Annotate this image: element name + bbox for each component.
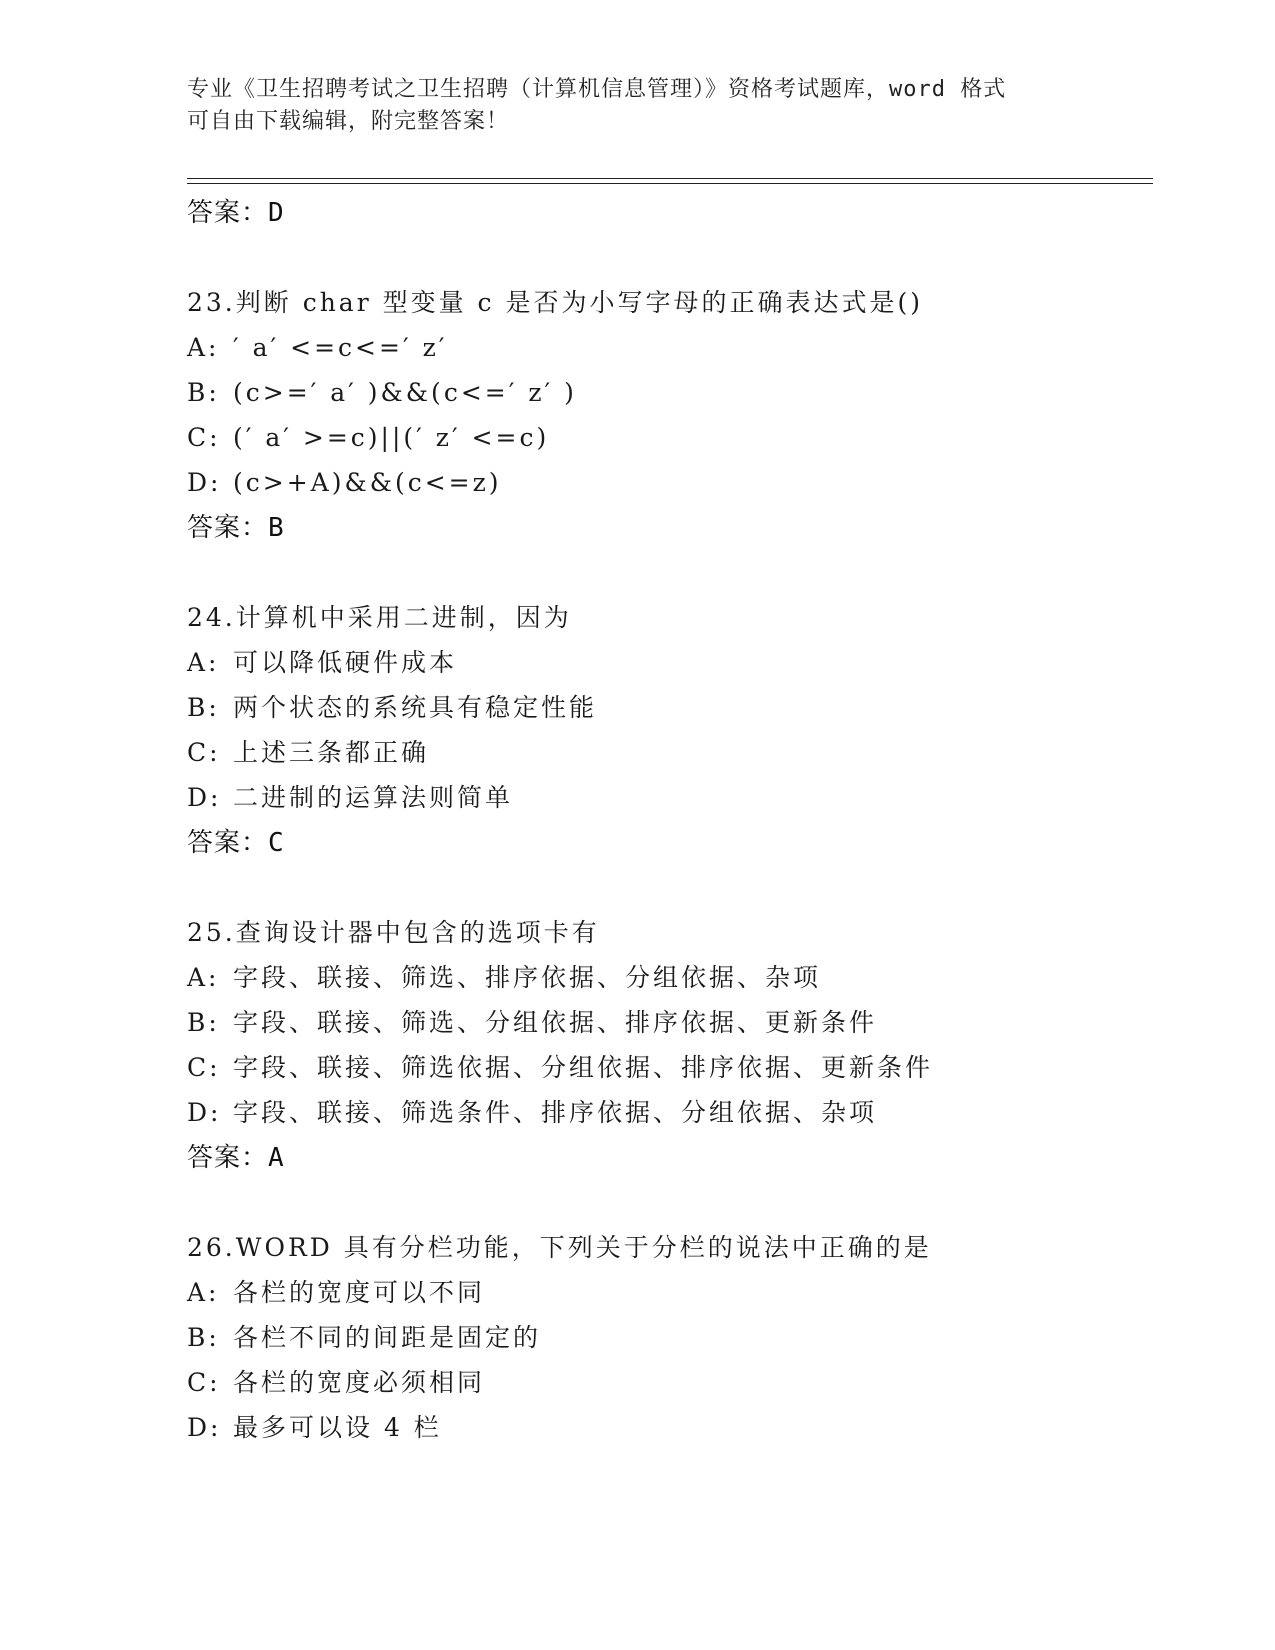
option-text: 上述三条都正确 <box>233 738 430 767</box>
option-label: A: <box>187 333 220 362</box>
question-list <box>187 190 1147 1450</box>
option-label: B: <box>187 1323 220 1352</box>
option-b <box>187 685 1147 730</box>
document-header <box>187 74 1107 138</box>
question-stem: 26.WORD 具有分栏功能，下列关于分栏的说法中正确的是 <box>187 1233 932 1262</box>
option-label: C: <box>187 1053 221 1082</box>
option-c <box>187 730 1147 775</box>
option-label: C: <box>187 423 221 452</box>
question-25 <box>187 910 1147 1181</box>
option-d <box>187 775 1147 820</box>
question-23 <box>187 280 1147 551</box>
question-24 <box>187 595 1147 866</box>
option-a <box>187 325 1147 370</box>
option-text: 两个状态的系统具有稳定性能 <box>233 693 598 722</box>
option-c <box>187 1045 1147 1090</box>
header-divider-bottom <box>187 183 1153 184</box>
option-text: 字段、联接、筛选、分组依据、排序依据、更新条件 <box>233 1008 878 1037</box>
option-label: C: <box>187 1368 221 1397</box>
option-b <box>187 1000 1147 1045</box>
option-b <box>187 370 1147 415</box>
option-c <box>187 1360 1147 1405</box>
option-d <box>187 1405 1147 1450</box>
answer: 答案：B <box>187 513 285 543</box>
option-d <box>187 460 1147 505</box>
option-text: 最多可以设 4 栏 <box>233 1413 442 1442</box>
option-label: C: <box>187 738 221 767</box>
option-text: 各栏的宽度必须相同 <box>233 1368 486 1397</box>
question-26 <box>187 1225 1147 1450</box>
option-b <box>187 1315 1147 1360</box>
option-label: B: <box>187 1008 220 1037</box>
option-text: (c>=′ a′ )&&(c<=′ z′ ) <box>233 378 577 407</box>
option-text: 各栏的宽度可以不同 <box>233 1278 486 1307</box>
option-label: D: <box>187 1413 222 1442</box>
option-text: 二进制的运算法则简单 <box>233 783 514 812</box>
option-label: A: <box>187 963 220 992</box>
option-text: 可以降低硬件成本 <box>233 648 458 677</box>
option-label: D: <box>187 468 222 497</box>
option-label: B: <box>187 378 220 407</box>
option-text: 各栏不同的间距是固定的 <box>233 1323 542 1352</box>
option-text: (c>+A)&&(c<=z) <box>233 468 502 497</box>
option-text: 字段、联接、筛选条件、排序依据、分组依据、杂项 <box>233 1098 878 1127</box>
option-label: D: <box>187 1098 222 1127</box>
question-stem: 23.判断 char 型变量 c 是否为小写字母的正确表达式是() <box>187 288 924 317</box>
option-a <box>187 640 1147 685</box>
option-a <box>187 1270 1147 1315</box>
option-text: 字段、联接、筛选依据、分组依据、排序依据、更新条件 <box>233 1053 934 1082</box>
option-d <box>187 1090 1147 1135</box>
option-a <box>187 955 1147 1000</box>
answer: 答案：C <box>187 828 285 858</box>
answer: 答案：A <box>187 1143 285 1173</box>
header-line-1: 专业《卫生招聘考试之卫生招聘（计算机信息管理）》资格考试题库，word 格式 <box>187 77 1007 102</box>
option-text: ′ a′ <=c<=′ z′ <box>233 333 448 362</box>
question-stem: 24.计算机中采用二进制，因为 <box>187 603 572 632</box>
option-c <box>187 415 1147 460</box>
question-stem: 25.查询设计器中包含的选项卡有 <box>187 918 600 947</box>
option-text: (′ a′ >=c)||(′ z′ <=c) <box>233 423 550 452</box>
option-label: D: <box>187 783 222 812</box>
answer-previous: 答案：D <box>187 198 285 228</box>
header-divider-top <box>187 178 1153 179</box>
option-text: 字段、联接、筛选、排序依据、分组依据、杂项 <box>233 963 822 992</box>
option-label: B: <box>187 693 220 722</box>
option-label: A: <box>187 1278 220 1307</box>
header-line-2: 可自由下载编辑，附完整答案！ <box>187 109 510 134</box>
option-label: A: <box>187 648 220 677</box>
